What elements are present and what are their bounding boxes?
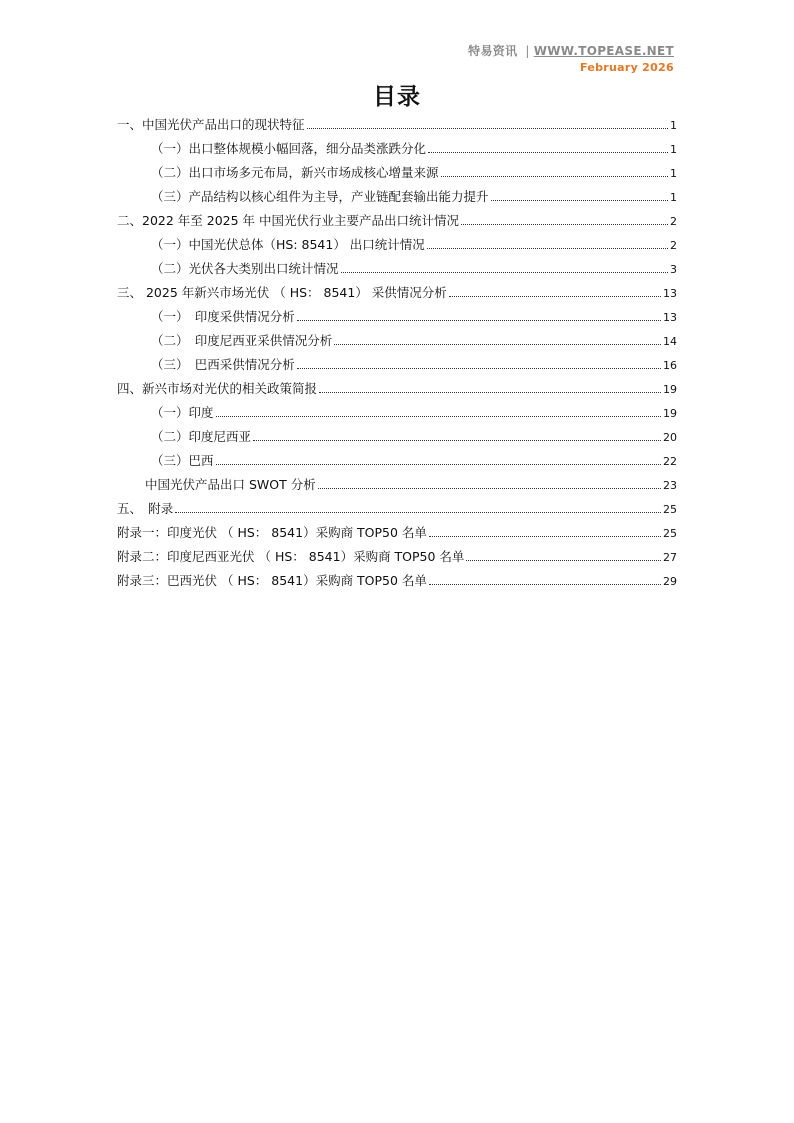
toc-entry-label: 中国光伏产品出口 SWOT 分析: [145, 477, 316, 492]
toc-entry-label: （一）中国光伏总体（HS: 8541） 出口统计情况: [151, 237, 425, 252]
toc-entry-label: 附录二：印度尼西亚光伏 （ HS： 8541）采购商 TOP50 名单: [117, 549, 465, 564]
toc-entry[interactable]: [117, 161, 677, 185]
toc-leader-dots: [491, 200, 668, 201]
toc-entry[interactable]: [117, 209, 677, 233]
toc-entry-page: 22: [663, 455, 677, 468]
toc-entry[interactable]: [117, 377, 677, 401]
toc-entry[interactable]: [117, 185, 677, 209]
toc-leader-dots: [429, 584, 661, 585]
toc-leader-dots: [253, 440, 661, 441]
toc-leader-dots: [427, 248, 668, 249]
toc-entry-page: 25: [663, 503, 677, 516]
website-link[interactable]: WWW.TOPEASE.NET: [533, 44, 674, 58]
toc-entry-page: 2: [670, 215, 677, 228]
toc-entry-page: 2: [670, 239, 677, 252]
toc-entry-page: 20: [663, 431, 677, 444]
toc-entry-label: 五、 附录: [117, 501, 174, 516]
toc-leader-dots: [428, 152, 668, 153]
toc-entry-label: 附录三：巴西光伏 （ HS： 8541）采购商 TOP50 名单: [117, 573, 427, 588]
toc-entry[interactable]: [117, 281, 677, 305]
toc-entry-page: 25: [663, 527, 677, 540]
toc-entry-page: 13: [663, 311, 677, 324]
toc-entry-label: （三） 巴西采供情况分析: [151, 357, 295, 372]
toc-entry-page: 3: [670, 263, 677, 276]
toc-entry-page: 1: [670, 119, 677, 132]
header-separator: |: [525, 44, 530, 58]
toc-entry-page: 27: [663, 551, 677, 564]
toc-entry[interactable]: [117, 305, 677, 329]
brand-name: 特易资讯: [468, 44, 518, 58]
toc-entry-label: （二） 印度尼西亚采供情况分析: [151, 333, 333, 348]
toc-entry[interactable]: [117, 401, 677, 425]
brand-line: [468, 42, 674, 59]
toc-entry[interactable]: [117, 329, 677, 353]
toc-entry-page: 1: [670, 191, 677, 204]
page-header: [468, 42, 674, 74]
toc-entry-label: 附录一：印度光伏 （ HS： 8541）采购商 TOP50 名单: [117, 525, 427, 540]
toc-title: 目录: [373, 84, 421, 110]
toc-leader-dots: [441, 176, 668, 177]
toc-entry-label: （二）光伏各大类别出口统计情况: [151, 261, 339, 276]
toc-entry-page: 19: [663, 383, 677, 396]
toc-entry[interactable]: [117, 233, 677, 257]
toc-entry-label: （二）印度尼西亚: [151, 429, 252, 444]
toc-entry-label: （二）出口市场多元布局，新兴市场成核心增量来源: [151, 165, 439, 180]
toc-entry[interactable]: [117, 137, 677, 161]
toc-entry[interactable]: [117, 569, 677, 593]
toc-entry-page: 23: [663, 479, 677, 492]
toc-entry[interactable]: [117, 113, 677, 137]
toc-entry[interactable]: [117, 449, 677, 473]
toc-entry-label: （一） 印度采供情况分析: [151, 309, 295, 324]
toc-leader-dots: [318, 488, 661, 489]
toc-entry[interactable]: [117, 473, 677, 497]
toc-leader-dots: [466, 560, 661, 561]
toc-entry-page: 1: [670, 167, 677, 180]
toc-entry-label: （三）产品结构以核心组件为主导，产业链配套输出能力提升: [151, 189, 489, 204]
table-of-contents: [117, 113, 677, 593]
toc-leader-dots: [341, 272, 668, 273]
toc-entry[interactable]: [117, 425, 677, 449]
toc-entry-page: 14: [663, 335, 677, 348]
toc-leader-dots: [319, 392, 661, 393]
toc-leader-dots: [307, 128, 668, 129]
header-date: February 2026: [579, 61, 674, 74]
toc-entry-page: 13: [663, 287, 677, 300]
toc-leader-dots: [429, 536, 661, 537]
toc-entry[interactable]: [117, 497, 677, 521]
toc-leader-dots: [216, 416, 661, 417]
toc-entry[interactable]: [117, 521, 677, 545]
toc-entry-label: 四、新兴市场对光伏的相关政策简报: [117, 381, 318, 396]
toc-leader-dots: [216, 464, 661, 465]
toc-leader-dots: [297, 368, 661, 369]
toc-leader-dots: [449, 296, 661, 297]
toc-entry-page: 16: [663, 359, 677, 372]
toc-entry-label: （一）印度: [151, 405, 214, 420]
toc-entry-page: 19: [663, 407, 677, 420]
toc-leader-dots: [297, 320, 661, 321]
toc-leader-dots: [175, 512, 661, 513]
toc-entry[interactable]: [117, 257, 677, 281]
toc-leader-dots: [461, 224, 668, 225]
toc-entry-label: （一）出口整体规模小幅回落，细分品类涨跌分化: [151, 141, 427, 156]
toc-entry[interactable]: [117, 545, 677, 569]
toc-entry[interactable]: [117, 353, 677, 377]
toc-entry-label: 二、2022 年至 2025 年 中国光伏行业主要产品出口统计情况: [117, 213, 460, 228]
toc-leader-dots: [334, 344, 661, 345]
toc-entry-page: 1: [670, 143, 677, 156]
toc-entry-label: 三、 2025 年新兴市场光伏 （ HS： 8541） 采供情况分析: [117, 285, 447, 300]
toc-entry-label: （三）巴西: [151, 453, 214, 468]
toc-entry-label: 一、中国光伏产品出口的现状特征: [117, 117, 305, 132]
toc-entry-page: 29: [663, 575, 677, 588]
